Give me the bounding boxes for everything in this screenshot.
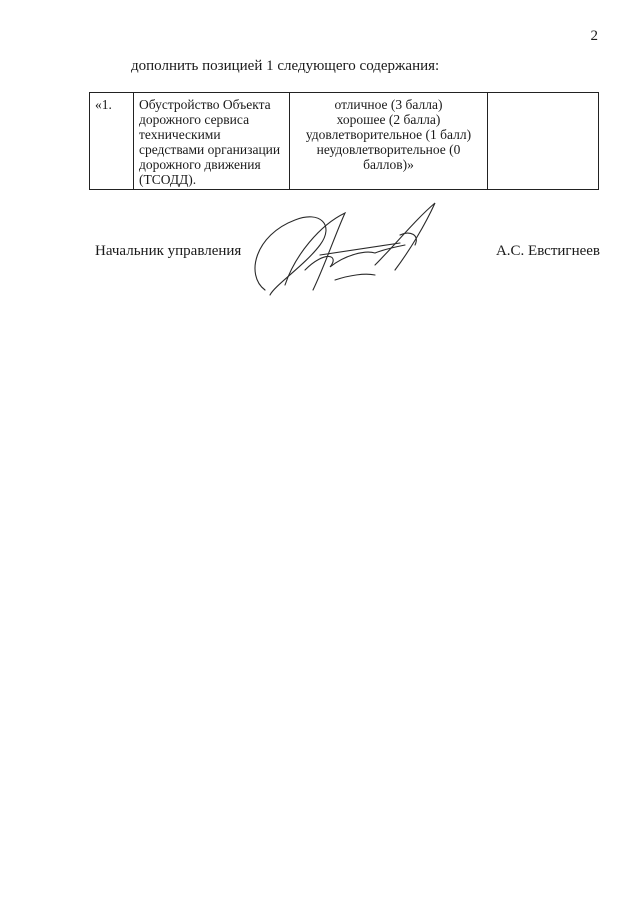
grade-line: баллов)» <box>363 157 414 172</box>
name-line: (ТСОДД). <box>139 172 197 187</box>
name-line: дорожного движения <box>139 157 261 172</box>
page-number: 2 <box>590 28 598 44</box>
name-line: Обустройство Объекта <box>139 97 271 112</box>
cell-name <box>134 93 290 190</box>
signatory-name: А.С. Евстигнеев <box>495 243 600 259</box>
name-line: средствами организации <box>139 142 281 157</box>
signatory-role: Начальник управления <box>95 243 242 259</box>
grade-line: отличное (3 балла) <box>334 97 443 112</box>
position-table <box>89 92 599 190</box>
name-line: техническими <box>139 127 221 142</box>
handwritten-signature <box>225 195 455 305</box>
grade-line: неудовлетворительное (0 <box>316 142 461 157</box>
cell-grades <box>290 93 488 190</box>
grade-line: удовлетворительное (1 балл) <box>305 127 472 142</box>
cell-number: «1. <box>90 93 134 190</box>
intro-text: дополнить позицией 1 следующего содержания: <box>131 58 440 74</box>
cell-empty <box>488 93 599 190</box>
name-line: дорожного сервиса <box>139 112 250 127</box>
grade-line: хорошее (2 балла) <box>336 112 441 127</box>
table-row <box>90 93 599 190</box>
